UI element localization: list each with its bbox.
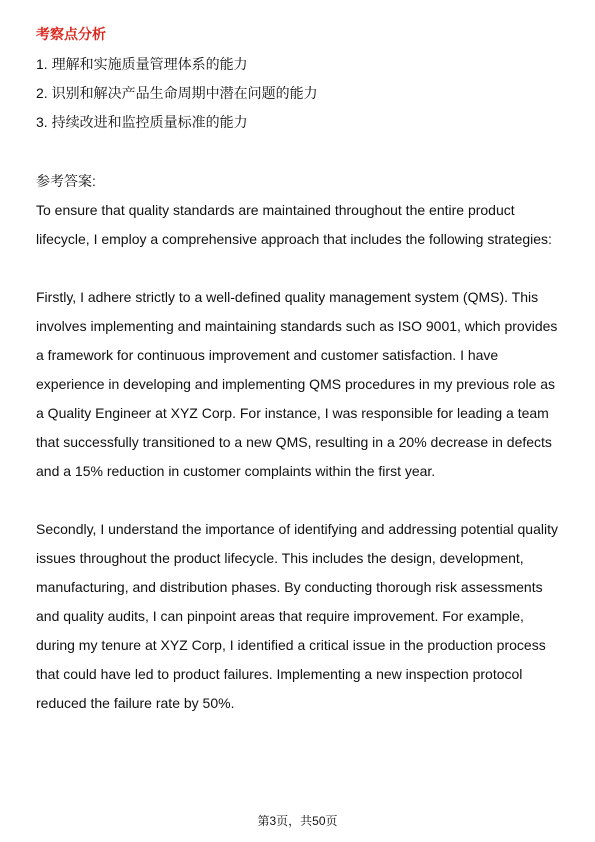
answer-paragraph: To ensure that quality standards are maintained throughout the entire product lifecycle, I employ a comprehensive approach that includes the following strategies: <box>36 202 552 247</box>
analysis-points-list <box>36 50 566 137</box>
analysis-point: 1. 理解和实施质量管理体系的能力 <box>36 56 248 72</box>
answer-paragraph: Secondly, I understand the importance of identifying and addressing potential quality issues throughout the product lifecycle. This includes the design, development, manufacturing, and distribution phases. By conducting thorough risk assessments and quality audits, I can pinpoint areas that require improvement. For example, during my tenure at XYZ Corp, I identified a critical issue in the production process that could have led to product failures. Implementing a new inspection protocol reduced the failure rate by 50%. <box>36 521 558 711</box>
answer-label: 参考答案: <box>36 173 96 189</box>
analysis-title: 考察点分析 <box>36 26 106 42</box>
page-number-footer: 第3页，共50页 <box>257 814 338 828</box>
analysis-point: 3. 持续改进和监控质量标准的能力 <box>36 114 248 130</box>
analysis-point: 2. 识别和解决产品生命周期中潜在问题的能力 <box>36 85 318 101</box>
document-page <box>36 22 566 718</box>
answer-paragraph: Firstly, I adhere strictly to a well-defined quality management system (QMS). This involves implementing and maintaining standards such as ISO 9001, which provides a framework for continuous improvement and customer satisfaction. I have experience in developing and implementing QMS procedures in my previous role as a Quality Engineer at XYZ Corp. For instance, I was responsible for leading a team that successfully transitioned to a new QMS, resulting in a 20% decrease in defects and a 15% reduction in customer complaints within the first year. <box>36 289 558 479</box>
